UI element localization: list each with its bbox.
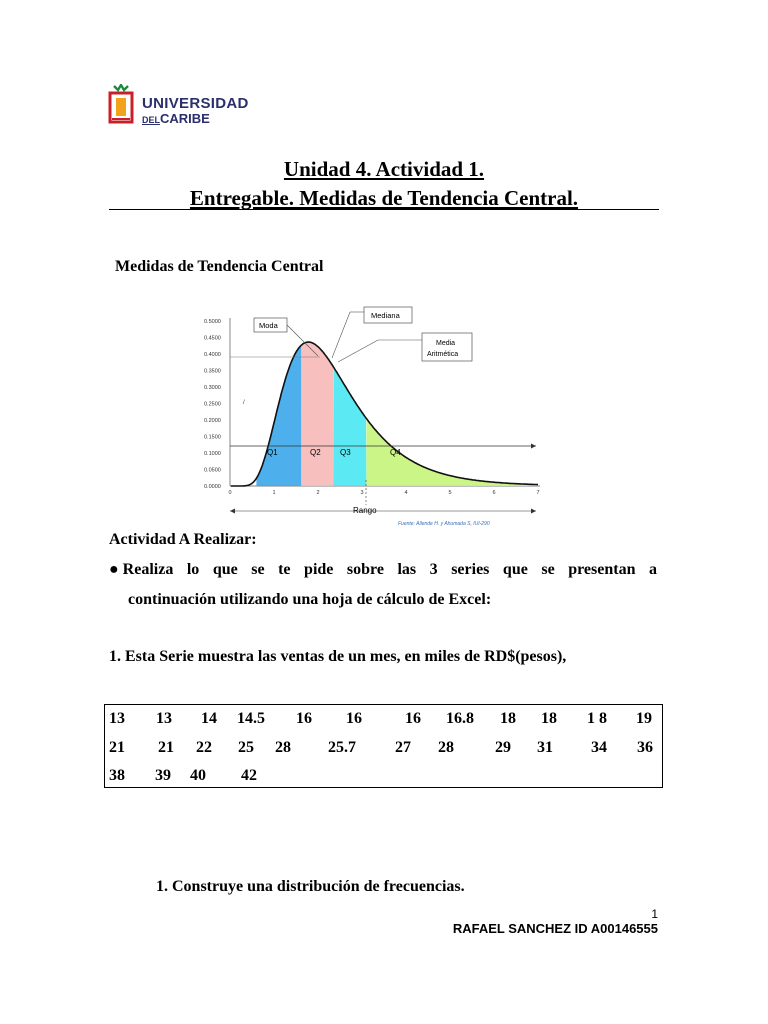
series-cell: 25 (238, 739, 254, 756)
logo-line1: UNIVERSIDAD (142, 95, 249, 112)
y-tick-label: 0.0500 (204, 467, 221, 474)
x-tick-label: 2 (316, 490, 320, 496)
y-tick-label: 0.2000 (204, 418, 221, 424)
bullet-dot: ● (109, 561, 123, 578)
x-tick-label: 4 (404, 490, 408, 496)
series-cell: 16 (346, 710, 362, 727)
series-cell: 14.5 (237, 710, 265, 727)
y-tick-label: 0.1500 (204, 434, 221, 441)
mediana-label: Mediana (371, 311, 400, 320)
logo-line2 (142, 111, 210, 126)
bullet-text-2: continuación utilizando una hoja de cálculo de Excel: (128, 591, 492, 608)
activity-heading: Actividad A Realizar: (109, 531, 257, 548)
source-note: Fuente: Allende H. y Ahumada S, IUI-290 (398, 521, 490, 527)
author-footer: RAFAEL SANCHEZ ID A00146555 (452, 921, 658, 936)
series-cell: 36 (637, 739, 653, 756)
series-cell: 28 (275, 739, 291, 756)
series-cell: 29 (495, 739, 511, 756)
media-label-2: Aritmética (427, 351, 459, 358)
q3-label: Q3 (340, 448, 351, 457)
logo-del: DEL (142, 115, 160, 125)
task-1: 1. Construye una distribución de frecuencias. (156, 878, 465, 895)
y-tick-label: 0.3500 (204, 368, 221, 375)
series-cell: 42 (241, 767, 257, 784)
series-cell: 19 (636, 710, 652, 727)
series-cell: 40 (190, 767, 206, 784)
range-label: Rango (353, 506, 377, 515)
bullet-line-1 (109, 556, 657, 584)
series-cell: 1 8 (587, 710, 607, 727)
bullet-text-1: Realiza lo que se te pide sobre las 3 series que se presentan a (122, 561, 657, 578)
series-cell: 39 (155, 767, 171, 784)
series-cell: 28 (438, 739, 454, 756)
section-heading: Medidas de Tendencia Central (115, 258, 324, 275)
q4-label: Q4 (390, 448, 401, 457)
title-rule (109, 209, 659, 210)
y-tick-label: 0.3000 (204, 385, 221, 391)
university-logo (108, 84, 248, 128)
series-1-description: 1. Esta Serie muestra las ventas de un mes, en miles de RD$(pesos), (109, 648, 567, 665)
series-cell: 16 (296, 710, 312, 727)
media-label-1: Media (436, 340, 456, 347)
series-cell: 21 (158, 739, 174, 756)
series-1-table (104, 704, 663, 788)
y-tick-label: 0.1000 (204, 451, 221, 457)
x-tick-label: 3 (360, 490, 364, 496)
series-cell: 25.7 (328, 739, 356, 756)
series-cell: 22 (196, 739, 212, 756)
series-cell: 18 (541, 710, 557, 727)
series-cell: 13 (109, 710, 125, 727)
y-tick-label: 0.0000 (204, 484, 221, 490)
moda-label: Moda (259, 321, 278, 330)
series-cell: 14 (201, 710, 217, 727)
page-number: 1 (651, 907, 658, 921)
activity-bullet (109, 556, 657, 614)
logo-caribe: CARIBE (160, 111, 210, 126)
q1-label: Q1 (267, 448, 278, 457)
series-cell: 16 (405, 710, 421, 727)
x-tick-label: 7 (536, 490, 540, 496)
series-cell: 31 (537, 739, 553, 756)
y-tick-label: 0.2500 (204, 401, 221, 408)
x-tick-label: 0 (228, 490, 232, 496)
series-cell: 34 (591, 739, 607, 756)
series-cell: 27 (395, 739, 411, 756)
q2-label: Q2 (310, 448, 321, 457)
series-cell: 16.8 (446, 710, 474, 727)
series-cell: 13 (156, 710, 172, 727)
series-cell: 38 (109, 767, 125, 784)
x-tick-label: 5 (448, 490, 452, 496)
q2-region (301, 342, 333, 486)
normal-curve-figure (200, 300, 550, 530)
x-tick-label: 6 (492, 490, 496, 496)
university-crest-icon (108, 84, 134, 124)
x-tick-label: 1 (272, 490, 276, 496)
series-cell: 18 (500, 710, 516, 727)
series-cell: 21 (109, 739, 125, 756)
y-tick-label: 0.4000 (204, 352, 221, 358)
y-tick-label: 0.4500 (204, 335, 221, 342)
y-axis-marker: / (243, 400, 245, 406)
title-line1: Unidad 4. Actividad 1. (283, 157, 485, 181)
title-line2: Entregable. Medidas de Tendencia Central. (189, 186, 579, 210)
y-tick-label: 0.5000 (204, 319, 221, 325)
